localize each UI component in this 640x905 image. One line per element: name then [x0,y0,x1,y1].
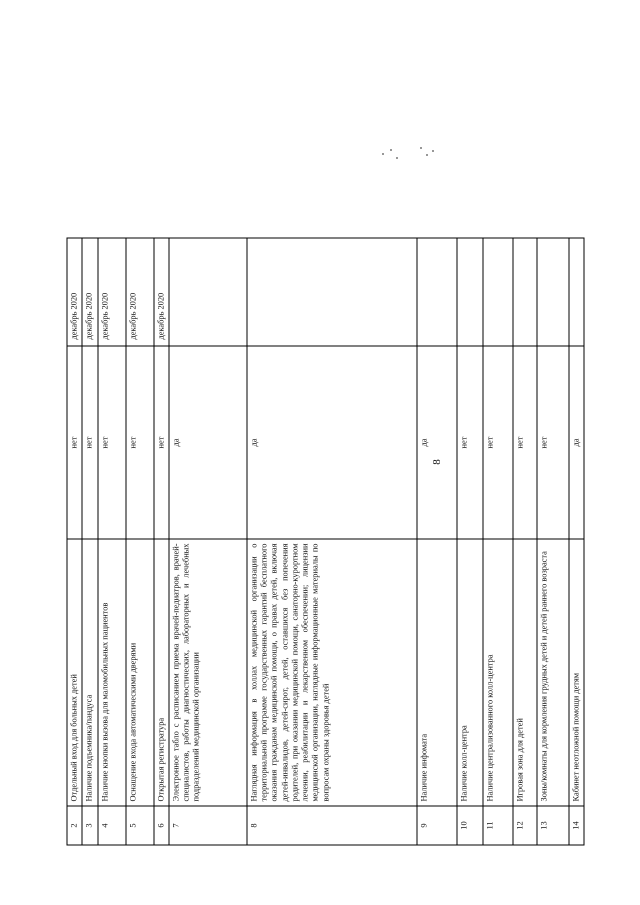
deadline-cell [417,238,457,346]
row-number: 13 [537,806,569,845]
row-number: 11 [483,806,513,845]
requirement-name: Кабинет неотложной помощи детям [569,539,584,806]
page-number: 8 [430,459,443,465]
deadline-cell: декабрь 2020 [154,238,169,346]
requirement-name: Наличие инфомата [417,539,457,806]
requirement-name: Наличие подъемника/пандуса [82,539,97,806]
requirement-name: Зоны/комнаты для кормления грудных детей и детей раннего возраста [537,539,569,806]
status-cell: нет [457,346,483,539]
table-row [126,238,154,845]
requirement-name: Игровая зона для детей [513,539,537,806]
row-number: 9 [417,806,457,845]
status-cell: нет [537,346,569,539]
status-cell: да [247,346,417,539]
deadline-cell [569,238,584,346]
row-number: 7 [169,806,247,845]
deadline-cell: декабрь 2020 [98,238,126,346]
requirement-name: Открытая регистратура [154,539,169,806]
status-cell: нет [82,346,97,539]
requirement-name: Отдельный вход для больных детей [67,539,82,806]
status-cell: нет [513,346,537,539]
status-cell: нет [126,346,154,539]
row-number: 4 [98,806,126,845]
deadline-cell: декабрь 2020 [82,238,97,346]
row-number: 2 [67,806,82,845]
table-row [483,238,513,845]
table-row [154,238,169,845]
row-number: 8 [247,806,417,845]
requirement-name: Наличие кнопки вызова для маломобильных пациентов [98,539,126,806]
rotated-table-container [1,0,640,905]
status-cell: нет [483,346,513,539]
status-cell: да [569,346,584,539]
requirements-table [67,238,585,846]
table-row [569,238,584,845]
requirement-name: Наличие колл-центра [457,539,483,806]
table-row [98,238,126,845]
requirement-name: Оснащение входа автоматическими дверями [126,539,154,806]
deadline-cell [513,238,537,346]
table-row [67,238,82,845]
table-row [457,238,483,845]
deadline-cell: декабрь 2020 [126,238,154,346]
status-cell: да [169,346,247,539]
deadline-cell [537,238,569,346]
table-row [169,238,247,845]
table-row [537,238,569,845]
requirement-name: Наличие централизованного колл-центра [483,539,513,806]
status-cell: нет [67,346,82,539]
row-number: 10 [457,806,483,845]
row-number: 14 [569,806,584,845]
deadline-cell [169,238,247,346]
status-cell: да [417,346,457,539]
requirement-name: Электронное табло с расписанием приема врачей-педиатров, врачей-специалистов, работы диагностических, лабораторных и лечебных подразделений медицинской организации [169,539,247,806]
row-number: 5 [126,806,154,845]
row-number: 3 [82,806,97,845]
deadline-cell: декабрь 2020 [67,238,82,346]
status-cell: нет [98,346,126,539]
table-row [513,238,537,845]
table-row [82,238,97,845]
table-row [417,238,457,845]
row-number: 6 [154,806,169,845]
table-row [247,238,417,845]
deadline-cell [457,238,483,346]
requirement-name: Наглядная информация в холлах медицинской организации о территориальной программе государственных гарантий бесплатного оказания гражданам медицинской помощи, о правах детей, включая детей-инвалидов, детей-сирот, детей, оставшихся без попечения родителей, при оказании медицинской помощи, санаторно-курортном лечении, реабилитации и лекарственном обеспечении; лицензии медицинской организации, наглядные информационные материалы по вопросам охраны здоровья детей [247,539,417,806]
status-cell: нет [154,346,169,539]
row-number: 12 [513,806,537,845]
deadline-cell [247,238,417,346]
deadline-cell [483,238,513,346]
